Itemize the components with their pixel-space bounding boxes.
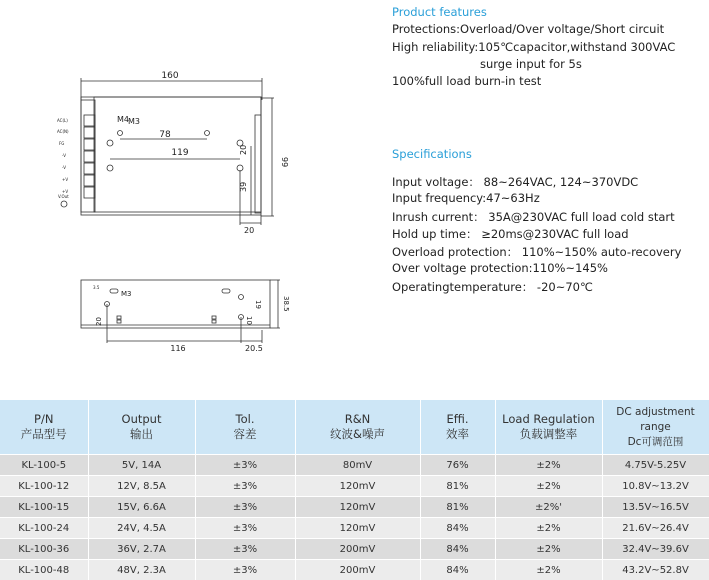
table-cell: 81% — [420, 476, 495, 497]
terminal-label: FG — [59, 141, 64, 146]
terminal-label: AC(L) — [57, 118, 68, 123]
table-cell: 48V, 2.3A — [88, 560, 195, 580]
column-header — [88, 400, 195, 455]
header-cn: 产品型号 — [1, 427, 87, 442]
table-cell: 15V, 6.6A — [88, 497, 195, 518]
table-cell: 24V, 4.5A — [88, 518, 195, 539]
table-cell: 13.5V~16.5V — [602, 497, 709, 518]
terminal-block — [84, 115, 95, 198]
header-en: Load Regulation — [497, 412, 601, 427]
table-cell: 36V, 2.7A — [88, 539, 195, 560]
table-cell: 43.2V~52.8V — [602, 560, 709, 580]
table-cell: KL-100-12 — [0, 476, 88, 497]
table-row — [0, 539, 709, 560]
table-cell: KL-100-24 — [0, 518, 88, 539]
table-cell: 81% — [420, 497, 495, 518]
dim-39: 39 — [239, 182, 248, 192]
header-en: R&N — [297, 412, 419, 427]
label-m4: M4 — [117, 115, 129, 124]
top-view-drawing — [0, 0, 380, 370]
table-cell: KL-100-15 — [0, 497, 88, 518]
table-cell: 200mV — [295, 560, 420, 580]
table-cell: 21.6V~26.4V — [602, 518, 709, 539]
terminal-label: +V — [62, 189, 68, 194]
spec-line: Inrush current： 35A@230VAC full load cold start — [392, 209, 675, 225]
header-en: P/N — [1, 412, 87, 427]
terminal-label: +V — [62, 177, 68, 182]
table-cell: 120mV — [295, 518, 420, 539]
table-cell: 200mV — [295, 539, 420, 560]
table-cell: 5V, 14A — [88, 455, 195, 476]
dim-20-5: 20.5 — [245, 344, 263, 353]
dim-20-bottom: 20 — [244, 226, 254, 235]
column-header — [195, 400, 295, 455]
table-cell: 84% — [420, 518, 495, 539]
table-cell: ±3% — [195, 476, 295, 497]
spec-line: Over voltage protection:110%~145% — [392, 261, 608, 275]
product-features-title: Product features — [392, 5, 487, 19]
feature-line: 100%full load burn-in test — [392, 74, 541, 88]
dim-19: 19 — [254, 300, 262, 309]
header-cn: 负载调整率 — [497, 427, 601, 442]
table-cell: 84% — [420, 539, 495, 560]
table-cell: 12V, 8.5A — [88, 476, 195, 497]
spec-line: Input voltage： 88~264VAC, 124~370VDC — [392, 174, 638, 190]
header-cn: 输出 — [90, 427, 194, 442]
dim-99: 99 — [280, 157, 289, 167]
label-m3: M3 — [128, 117, 140, 126]
specifications-title: Specifications — [392, 147, 472, 161]
table-cell: ±2% — [495, 560, 602, 580]
table-cell: ±3% — [195, 539, 295, 560]
dim-119: 119 — [171, 148, 188, 158]
feature-line: High reliability:105℃capacitor,withstand 300VAC — [392, 40, 675, 54]
column-header — [602, 400, 709, 455]
table-header-row — [0, 400, 709, 455]
dim-20-side: 20 — [239, 145, 248, 155]
header-cn: 容差 — [197, 427, 294, 442]
header-en: Output — [90, 412, 194, 427]
table-cell: ±2% — [495, 518, 602, 539]
table-cell: 4.75V-5.25V — [602, 455, 709, 476]
header-en: DC adjustment range — [604, 405, 708, 435]
spec-line: Input frequency:47~63Hz — [392, 191, 540, 205]
dim-78: 78 — [159, 130, 171, 140]
spec-line: Hold up time： ≥20ms@230VAC full load — [392, 226, 629, 242]
table-cell: ±3% — [195, 455, 295, 476]
table-cell: ±2%' — [495, 497, 602, 518]
table-cell: 80mV — [295, 455, 420, 476]
header-cn: 效率 — [422, 427, 494, 442]
label-hole: 3.5 — [93, 285, 100, 290]
terminal-label: -V — [62, 153, 66, 158]
header-en: Tol. — [197, 412, 294, 427]
specs-table — [0, 400, 709, 580]
table-cell: ±2% — [495, 539, 602, 560]
dim-10: 10 — [245, 316, 253, 325]
spec-line: Overload protection： 110%~150% auto-recovery — [392, 244, 681, 260]
table-cell: ±3% — [195, 560, 295, 580]
table-cell: KL-100-48 — [0, 560, 88, 580]
table-cell: 10.8V~13.2V — [602, 476, 709, 497]
table-cell: 120mV — [295, 476, 420, 497]
dim-38-5: 38.5 — [282, 296, 290, 312]
table-cell: KL-100-5 — [0, 455, 88, 476]
feature-line: surge input for 5s — [480, 57, 582, 71]
table-cell: 120mV — [295, 497, 420, 518]
feature-line: Protections:Overload/Over voltage/Short circuit — [392, 22, 664, 36]
table-cell: ±3% — [195, 518, 295, 539]
table-row — [0, 518, 709, 539]
table-cell: 32.4V~39.6V — [602, 539, 709, 560]
table-cell: 76% — [420, 455, 495, 476]
header-cn: Dc可调范围 — [604, 435, 708, 450]
table-row — [0, 497, 709, 518]
table-cell: KL-100-36 — [0, 539, 88, 560]
dim-20-hole: 20 — [95, 317, 103, 326]
terminal-label: -V — [62, 165, 66, 170]
terminal-label: AC(N) — [57, 129, 69, 134]
table-row — [0, 455, 709, 476]
column-header — [0, 400, 88, 455]
label-m3-side: M3 — [121, 290, 132, 298]
table-row — [0, 476, 709, 497]
header-cn: 纹波&噪声 — [297, 427, 419, 442]
column-header — [495, 400, 602, 455]
dim-160: 160 — [161, 71, 178, 81]
dim-116: 116 — [170, 344, 185, 353]
column-header — [295, 400, 420, 455]
table-cell: ±2% — [495, 476, 602, 497]
header-en: Effi. — [422, 412, 494, 427]
table-cell: ±2% — [495, 455, 602, 476]
spec-line: Operatingtemperature： -20~70℃ — [392, 279, 593, 295]
terminal-label: V.Out — [58, 194, 69, 199]
table-cell: 84% — [420, 560, 495, 580]
column-header — [420, 400, 495, 455]
table-cell: ±3% — [195, 497, 295, 518]
